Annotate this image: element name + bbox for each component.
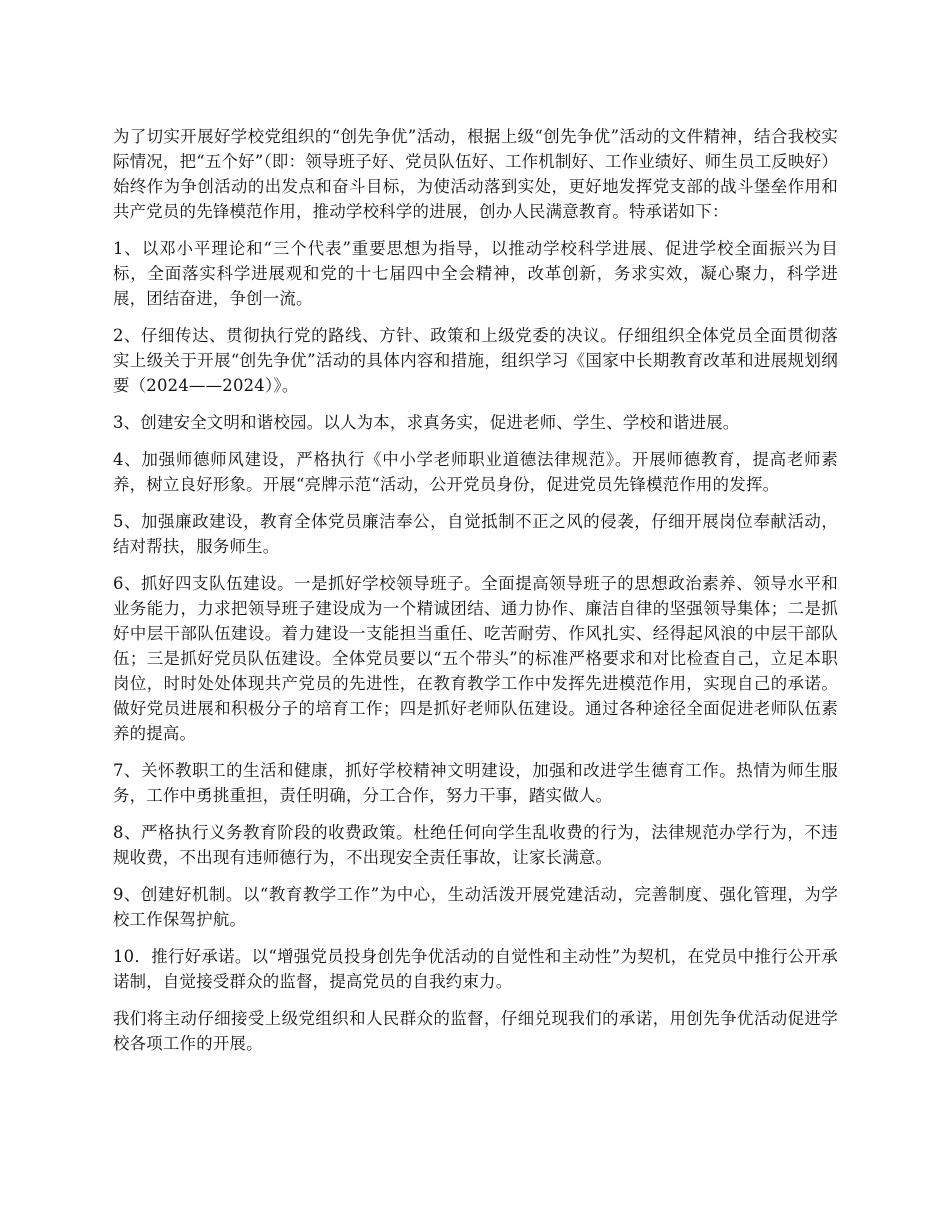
pledge-item-8: 8、严格执行义务教育阶段的收费政策。杜绝任何向学生乱收费的行为，法律规范办学行为，不违规收费，不出现有违师德行为，不出现安全责任事故，让家长满意。 bbox=[113, 823, 838, 867]
pledge-item-10: 10．推行好承诺。以“增强党员投身创先争优活动的自觉性和主动性”为契机，在党员中推行公开承诺制，自觉接受群众的监督，提高党员的自我约束力。 bbox=[113, 947, 838, 991]
pledge-item-2: 2、仔细传达、贯彻执行党的路线、方针、政策和上级党委的决议。仔细组织全体党员全面贯彻落实上级关于开展“创先争优”活动的具体内容和措施，组织学习《国家中长期教育改革和进展规划纲要（2024——2024）》。 bbox=[113, 326, 838, 395]
intro-paragraph: 为了切实开展好学校党组织的“创先争优”活动，根据上级“创先争优”活动的文件精神，结合我校实际情况，把“五个好”（即：领导班子好、党员队伍好、工作机制好、工作业绩好、师生员工反映好）始终作为争创活动的出发点和奋斗目标，为使活动落到实处，更好地发挥党支部的战斗堡垒作用和共产党员的先锋模范作用，推动学校科学的进展，创办人民满意教育。特承诺如下： bbox=[113, 127, 838, 221]
closing-paragraph: 我们将主动仔细接受上级党组织和人民群众的监督，仔细兑现我们的承诺，用创先争优活动促进学校各项工作的开展。 bbox=[113, 1009, 838, 1053]
pledge-item-3: 3、创建安全文明和谐校园。以人为本，求真务实，促进老师、学生、学校和谐进展。 bbox=[113, 413, 740, 432]
pledge-item-1: 1、以邓小平理论和“三个代表”重要思想为指导，以推动学校科学进展、促进学校全面振兴为目标，全面落实科学进展观和党的十七届四中全会精神，改革创新，务求实效，凝心聚力，科学进展，团结奋进，争创一流。 bbox=[113, 239, 838, 308]
document-body bbox=[113, 124, 838, 1068]
pledge-item-4: 4、加强师德师风建设，严格执行《中小学老师职业道德法律规范》。开展师德教育，提高老师素养，树立良好形象。开展“亮牌示范“活动，公开党员身份，促进党员先锋模范作用的发挥。 bbox=[113, 450, 838, 494]
pledge-item-7: 7、关怀教职工的生活和健康，抓好学校精神文明建设，加强和改进学生德育工作。热情为师生服务，工作中勇挑重担，责任明确，分工合作，努力干事，踏实做人。 bbox=[113, 761, 838, 805]
pledge-item-5: 5、加强廉政建设，教育全体党员廉洁奉公，自觉抵制不正之风的侵袭，仔细开展岗位奉献活动，结对帮扶，服务师生。 bbox=[113, 512, 838, 556]
pledge-item-6: 6、抓好四支队伍建设。一是抓好学校领导班子。全面提高领导班子的思想政治素养、领导水平和业务能力，力求把领导班子建设成为一个精诚团结、通力协作、廉洁自律的坚强领导集体；二是抓好中层干部队伍建设。着力建设一支能担当重任、吃苦耐劳、作风扎实、经得起风浪的中层干部队伍；三是抓好党员队伍建设。全体党员要以“五个带头”的标准严格要求和对比检查自己，立足本职岗位，时时处处体现共产党员的先进性，在教育教学工作中发挥先进模范作用，实现自己的承诺。做好党员进展和积极分子的培育工作；四是抓好老师队伍建设。通过各种途径全面促进老师队伍素养的提高。 bbox=[113, 574, 838, 743]
pledge-item-9: 9、创建好机制。以“教育教学工作”为中心，生动活泼开展党建活动，完善制度、强化管理，为学校工作保驾护航。 bbox=[113, 885, 838, 929]
